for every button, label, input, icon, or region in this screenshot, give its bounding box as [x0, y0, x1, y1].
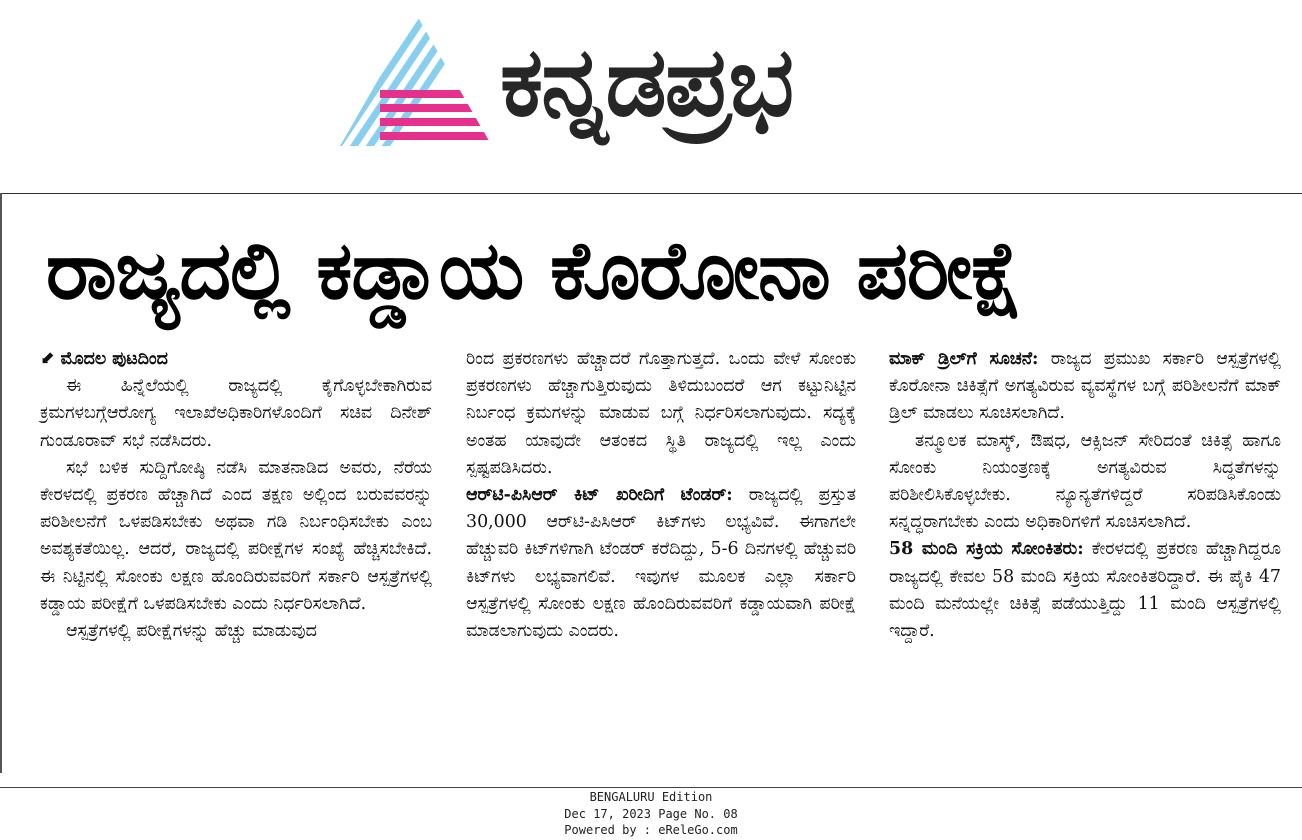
column-2	[466, 346, 856, 645]
footer	[0, 789, 1302, 839]
paragraph: ಸಭೆ ಬಳಿಕ ಸುದ್ದಿಗೋಷ್ಠಿ ನಡೆಸಿ ಮಾತನಾಡಿದ ಅವರು, ನೆರೆಯ ಕೇರಳದಲ್ಲಿ ಪ್ರಕರಣ ಹೆಚ್ಚಾಗಿದೆ ಎಂದ ತಕ್ಷಣ ಅಲ್ಲಿಂದ ಬರುವವರನ್ನು ಪರಿಶೀಲನೆಗೆ ಒಳಪಡಿಸಬೇಕು ಅಥವಾ ಗಡಿ ನಿರ್ಬಂಧಿಸಬೇಕು ಎಂಬ ಅವಶ್ಯಕತೆಯಿಲ್ಲ. ಆದರೆ, ರಾಜ್ಯದಲ್ಲಿ ಪರೀಕ್ಷೆಗಳ ಸಂಖ್ಯೆ ಹೆಚ್ಚಿಸಬೇಕಿದೆ. ಈ ನಿಟ್ಟಿನಲ್ಲಿ ಸೋಂಕು ಲಕ್ಷಣ ಹೊಂದಿರುವವರಿಗೆ ಸರ್ಕಾರಿ ಆಸ್ಪತ್ರೆಗಳಲ್ಲಿ ಕಡ್ಡಾಯ ಪರೀಕ್ಷೆಗೆ ಒಳಪಡಿಸಬೇಕು ಎಂದು ನಿರ್ಧರಿಸಲಾಗಿದೆ.	[40, 457, 432, 614]
paragraph-text: ರಾಜ್ಯದ ಪ್ರಮುಖ ಸರ್ಕಾರಿ ಆಸ್ಪತ್ರೆಗಳಲ್ಲಿ ಕೊರೋನಾ ಚಿಕಿತ್ಸೆಗೆ ಅಗತ್ಯವಿರುವ ವ್ಯವಸ್ಥೆಗಳ ಬಗ್ಗೆ ಪರಿಶೀಲನೆಗೆ ಮಾಕ್ ಡ್ರಿಲ್ ಮಾಡಲು ಸೂಚಿಸಲಾಗಿದೆ.	[889, 349, 1281, 424]
paragraph: ರಿಂದ ಪ್ರಕರಣಗಳು ಹೆಚ್ಚಾದರೆ ಗೊತ್ತಾಗುತ್ತದೆ. ಒಂದು ವೇಳೆ ಸೋಂಕು ಪ್ರಕರಣಗಳು ಹೆಚ್ಚಾಗುತ್ತಿರುವುದು ತಿಳಿದುಬಂದರೆ ಆಗ ಕಟ್ಟುನಿಟ್ಟಿನ ನಿರ್ಬಂಧ ಕ್ರಮಗಳನ್ನು ಮಾಡುವ ಬಗ್ಗೆ ನಿರ್ಧರಿಸಲಾಗುವುದು. ಸದ್ಯಕ್ಕೆ ಅಂತಹ ಯಾವುದೇ ಆತಂಕದ ಸ್ಥಿತಿ ರಾಜ್ಯದಲ್ಲಿ ಇಲ್ಲ ಎಂದು ಸ್ಪಷ್ಟಪಡಿಸಿದರು.	[466, 349, 856, 478]
continued-from-front-page: ⬋ ಮೊದಲ ಪುಟದಿಂದ	[40, 349, 168, 369]
column-3	[889, 346, 1281, 645]
paragraph: ತನ್ಮೂಲಕ ಮಾಸ್ಕ್, ಔಷಧ, ಆಕ್ಸಿಜನ್ ಸೇರಿದಂತೆ ಚಿಕಿತ್ಸೆ ಹಾಗೂ ಸೋಂಕು ನಿಯಂತ್ರಣಕ್ಕೆ ಅಗತ್ಯವಿರುವ ಸಿದ್ಧತೆಗಳನ್ನು ಪರಿಶೀಲಿಸಿಕೊಳ್ಳಬೇಕು. ನ್ಯೂನ್ಯತೆಗಳಿದ್ದರೆ ಸರಿಪಡಿಸಿಕೊಂಡು ಸನ್ನದ್ಧರಾಗಬೇಕು ಎಂದು ಅಧಿಕಾರಿಗಳಿಗೆ ಸೂಚಿಸಲಾಗಿದೆ.	[889, 430, 1281, 533]
left-border	[0, 193, 2, 773]
paragraph-text: ರಾಜ್ಯದಲ್ಲಿ ಪ್ರಸ್ತುತ 30,000 ಆರ್‌ಟಿ-ಪಿಸಿಆರ್ ಕಿಟ್‌ಗಳು ಲಭ್ಯವಿವೆ. ಈಗಾಗಲೇ ಹೆಚ್ಚುವರಿ ಕಿಟ್‌ಗಳಿಗಾಗಿ ಟೆಂಡರ್ ಕರೆದಿದ್ದು, 5-6 ದಿನಗಳಲ್ಲಿ ಹೆಚ್ಚುವರಿ ಕಿಟ್‌ಗಳು ಲಭ್ಯವಾಗಲಿವೆ. ಇವುಗಳ ಮೂಲಕ ಎಲ್ಲಾ ಸರ್ಕಾರಿ ಆಸ್ಪತ್ರೆಗಳಲ್ಲಿ ಸೋಂಕು ಲಕ್ಷಣ ಹೊಂದಿರುವವರಿಗೆ ಕಡ್ಡಾಯವಾಗಿ ಪರೀಕ್ಷೆ ಮಾಡಲಾಗುವುದು ಎಂದರು.	[466, 485, 856, 642]
paragraph: ಆಸ್ಪತ್ರೆಗಳಲ್ಲಿ ಪರೀಕ್ಷೆಗಳನ್ನು ಹೆಚ್ಚು ಮಾಡುವುದ	[66, 621, 317, 642]
footer-divider	[0, 787, 1302, 788]
powered-by-label: Powered by : eReleGo.com	[564, 823, 738, 837]
date-page-label: Dec 17, 2023 Page No. 08	[564, 806, 738, 821]
paragraph	[889, 346, 1281, 428]
subheading: 58 ಮಂದಿ ಸಕ್ರಿಯ ಸೋಂಕಿತರು:	[889, 539, 1084, 560]
asianet-logo-icon	[340, 14, 492, 146]
paragraph: ಈ ಹಿನ್ನೆಲೆಯಲ್ಲಿ ರಾಜ್ಯದಲ್ಲಿ ಕೈಗೊಳ್ಳಬೇಕಾಗಿರುವ ಕ್ರಮಗಳಬಗ್ಗೆಆರೋಗ್ಯ ಇಲಾಖೆಅಧಿಕಾರಿಗಳೊಂದಿಗೆ ಸಚಿವ ದಿನೇಶ್ ಗುಂಡೂರಾವ್ ಸಭೆ ನಡೆಸಿದರು.	[40, 376, 432, 451]
paragraph	[466, 482, 856, 645]
newspaper-brand-name: ಕನ್ನಡಪ್ರಭ	[500, 26, 793, 138]
masthead	[0, 0, 1302, 190]
paragraph	[889, 536, 1281, 645]
paragraph-text: ಕೇರಳದಲ್ಲಿ ಪ್ರಕರಣ ಹೆಚ್ಚಾಗಿದ್ದರೂ ರಾಜ್ಯದಲ್ಲಿ ಕೇವಲ 58 ಮಂದಿ ಸಕ್ರಿಯ ಸೋಂಕಿತರಿದ್ದಾರೆ. ಈ ಪೈಕಿ 47 ಮಂದಿ ಮನೆಯಲ್ಲೇ ಚಿಕಿತ್ಸೆ ಪಡೆಯುತ್ತಿದ್ದು 11 ಮಂದಿ ಆಸ್ಪತ್ರೆಗಳಲ್ಲಿ ಇದ್ದಾರೆ.	[889, 539, 1281, 642]
subheading: ಆರ್‌ಟಿ-ಪಿಸಿಆರ್ ಕಿಟ್ ಖರೀದಿಗೆ ಟೆಂಡರ್:	[466, 485, 733, 506]
article-headline: ರಾಜ್ಯದಲ್ಲಿ ಕಡ್ಡಾಯ ಕೊರೋನಾ ಪರೀಕ್ಷೆ	[46, 224, 1022, 317]
subheading: ಮಾಕ್ ಡ್ರಿಲ್‌ಗೆ ಸೂಚನೆ:	[889, 349, 1039, 369]
masthead-divider	[0, 193, 1302, 194]
edition-label: BENGALURU Edition	[589, 790, 713, 804]
column-1	[40, 346, 432, 645]
